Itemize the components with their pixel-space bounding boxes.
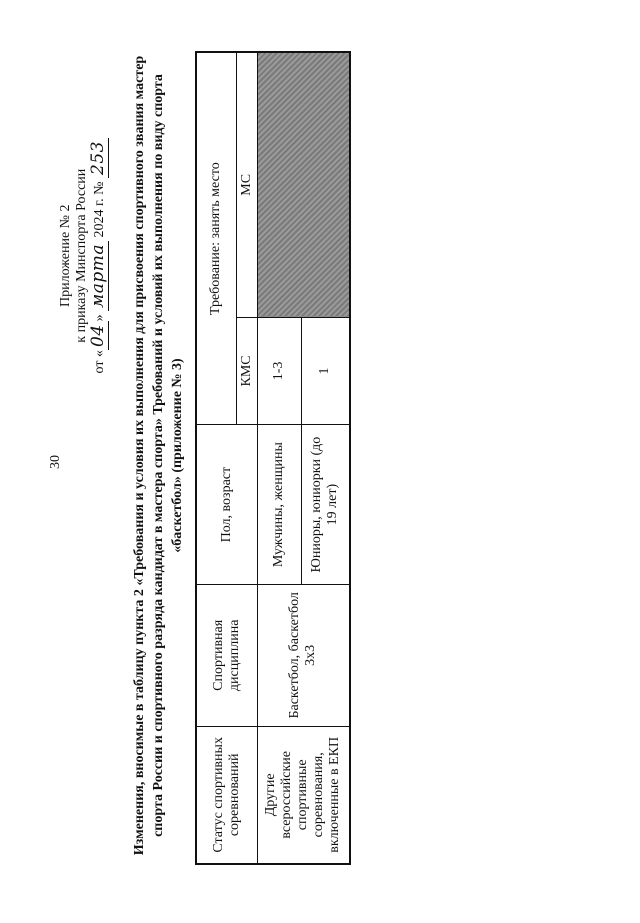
header-requirement: Требование: занять место — [196, 52, 236, 425]
header-ms: МС — [236, 52, 257, 317]
appendix-header — [58, 138, 108, 373]
header-gender-age: Пол, возраст — [196, 425, 257, 585]
handwritten-day: 04 — [88, 321, 109, 350]
appendix-date-line: от «04» марта 2024 г. № 253 — [90, 138, 108, 373]
cell-gender-age: Юниоры, юниорки (до 19 лет) — [301, 425, 350, 585]
page-number: 30 — [48, 455, 63, 469]
cell-gender-age: Мужчины, женщины — [257, 425, 301, 585]
handwritten-month: марта — [88, 241, 109, 311]
appendix-order: к приказу Минспорта России — [74, 168, 89, 343]
cell-kms: 1 — [301, 317, 350, 425]
cell-kms: 1-3 — [257, 317, 301, 425]
handwritten-number: 253 — [88, 138, 109, 178]
requirements-table — [195, 51, 351, 865]
cell-discipline: Баскетбол, баскетбол 3х3 — [257, 584, 350, 726]
header-status: Статус спортивных соревнований — [196, 726, 257, 864]
cell-ms-shaded — [257, 52, 350, 317]
document-title: Изменения, вносимые в таблицу пункта 2 «Требования и условия их выполнения для присвоения спортивного звания мастер спорта России и спортивного разряда кандидат в мастера спорта» Требований и условий их выполнения по виду спорта «баскетбол» (приложение № 3) — [132, 55, 185, 856]
header-kms: КМС — [236, 317, 257, 425]
cell-status: Другие всероссийские спортивные соревнования, включенные в ЕКП — [257, 726, 350, 864]
table-row — [257, 52, 301, 864]
header-discipline: Спортивная дисциплина — [196, 584, 257, 726]
appendix-title: Приложение № 2 — [58, 204, 73, 307]
